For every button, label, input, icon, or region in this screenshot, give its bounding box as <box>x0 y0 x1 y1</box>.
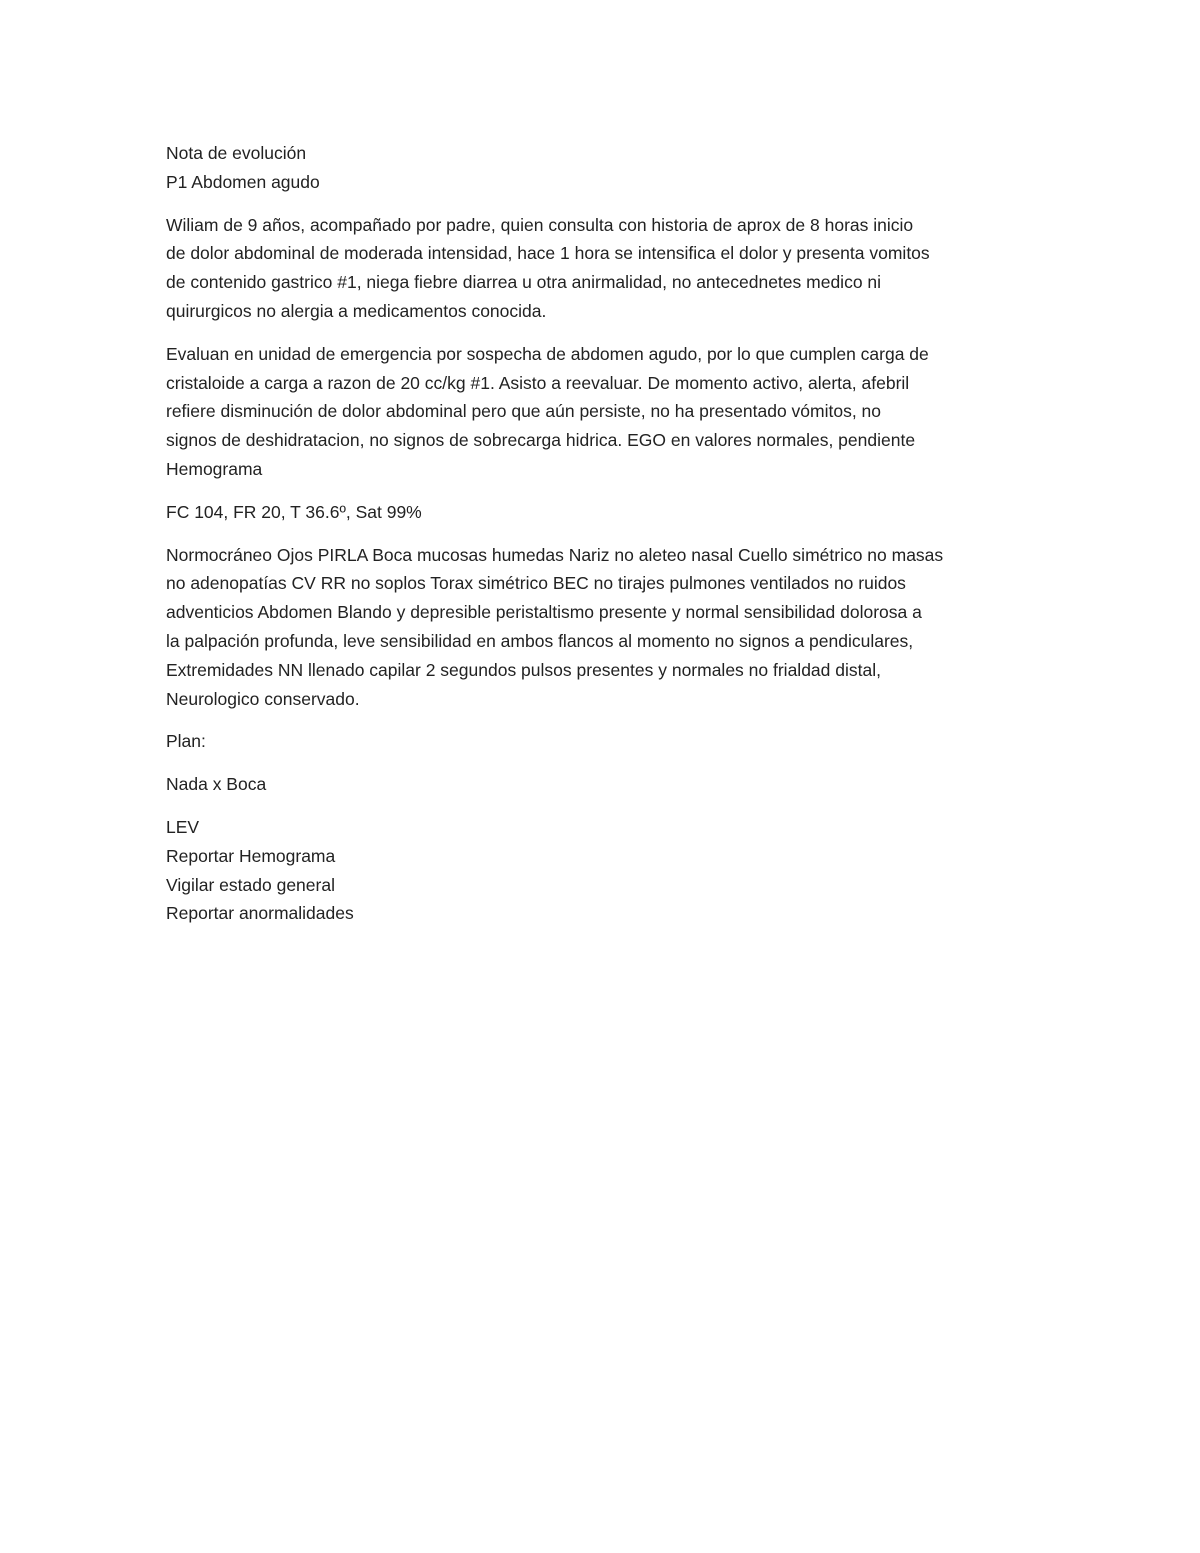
evaluation-line: refiere disminución de dolor abdominal pero que aún persiste, no ha presentado vómitos, no <box>166 401 882 422</box>
exam-paragraph <box>166 541 1046 714</box>
header-block <box>166 139 1046 197</box>
vitals-paragraph <box>166 498 1046 527</box>
exam-line: adventicios Abdomen Blando y depresible peristaltismo presente y normal sensibilidad dolorosa a <box>166 602 922 623</box>
history-line: de contenido gastrico #1, niega fiebre diarrea u otra anirmalidad, no antecednetes medico ni <box>166 272 882 293</box>
history-line: quirurgicos no alergia a medicamentos conocida. <box>166 300 547 321</box>
plan-item-paragraph <box>166 770 1046 799</box>
plan-list-item: LEV <box>166 816 200 837</box>
document-page <box>166 139 1046 928</box>
problem-label: P1 Abdomen agudo <box>166 171 320 192</box>
evaluation-paragraph <box>166 340 1046 484</box>
history-paragraph <box>166 211 1046 326</box>
plan-heading-paragraph <box>166 727 1046 756</box>
vitals-line: FC 104, FR 20, T 36.6º, Sat 99% <box>166 501 422 522</box>
history-line: Wiliam de 9 años, acompañado por padre, quien consulta con historia de aprox de 8 horas inicio <box>166 214 914 235</box>
exam-line: Normocráneo Ojos PIRLA Boca mucosas humedas Nariz no aleteo nasal Cuello simétrico no masas <box>166 544 944 565</box>
exam-line: no adenopatías CV RR no soplos Torax simétrico BEC no tirajes pulmones ventilados no ruidos <box>166 573 906 594</box>
document-title: Nota de evolución <box>166 143 307 163</box>
plan-list-item: Reportar anormalidades <box>166 903 354 924</box>
plan-list-item: Vigilar estado general <box>166 874 335 895</box>
plan-heading: Plan: <box>166 731 206 752</box>
evaluation-line: Hemograma <box>166 458 263 479</box>
plan-item: Nada x Boca <box>166 774 267 795</box>
history-line: de dolor abdominal de moderada intensidad, hace 1 hora se intensifica el dolor y presenta vomitos <box>166 243 930 264</box>
evaluation-line: cristaloide a carga a razon de 20 cc/kg #1. Asisto a reevaluar. De momento activo, alerta, afebril <box>166 372 910 393</box>
exam-line: la palpación profunda, leve sensibilidad en ambos flancos al momento no signos a pendiculares, <box>166 630 914 651</box>
evaluation-line: signos de deshidratacion, no signos de sobrecarga hidrica. EGO en valores normales, pendiente <box>166 430 916 451</box>
evaluation-line: Evaluan en unidad de emergencia por sospecha de abdomen agudo, por lo que cumplen carga de <box>166 343 929 364</box>
plan-list-item: Reportar Hemograma <box>166 845 336 866</box>
exam-line: Extremidades NN llenado capilar 2 segundos pulsos presentes y normales no frialdad distal, <box>166 659 881 680</box>
exam-line: Neurologico conservado. <box>166 688 360 709</box>
plan-list <box>166 813 1046 928</box>
